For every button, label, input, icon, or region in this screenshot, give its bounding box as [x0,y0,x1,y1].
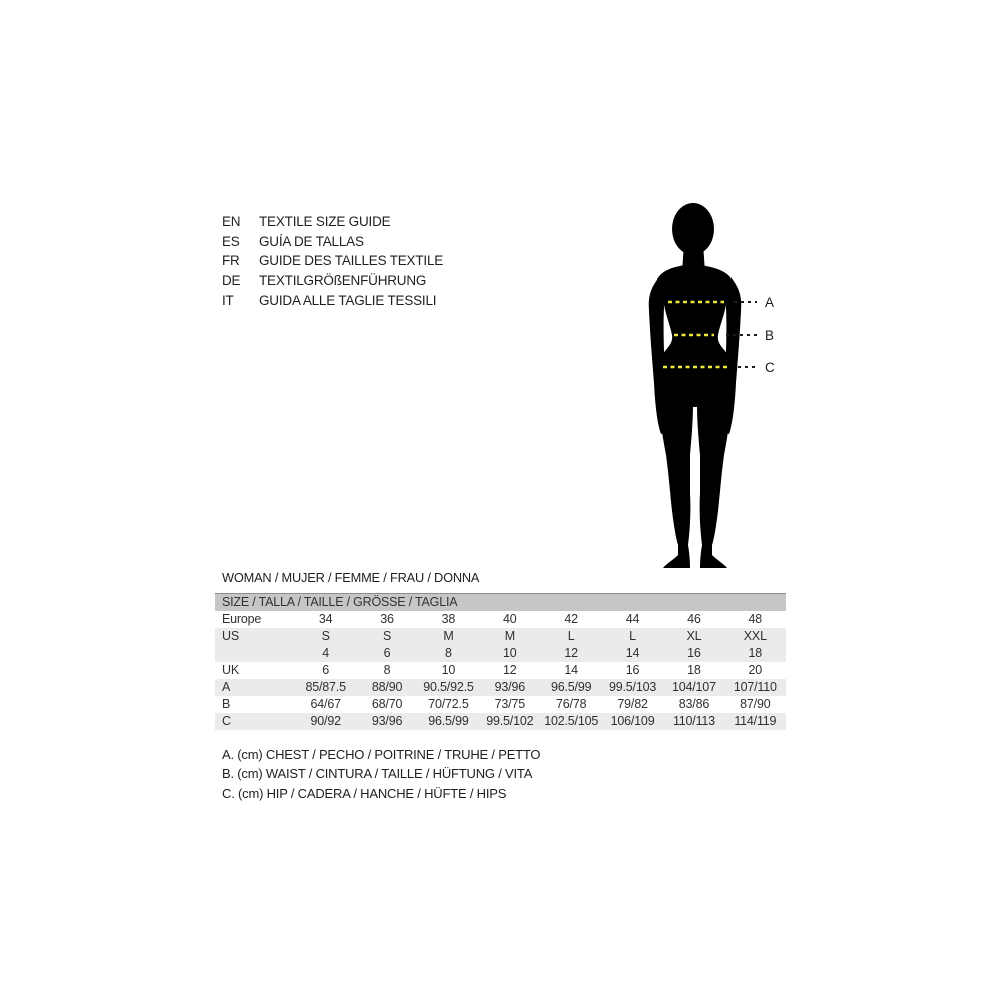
table-row [215,679,786,696]
size-cell: 110/113 [672,714,715,728]
gender-heading: WOMAN / MUJER / FEMME / FRAU / DONNA [222,570,480,585]
table-row [215,611,786,628]
size-cell: 79/82 [617,697,648,711]
language-label: GUIDE DES TAILLES TEXTILE [259,253,444,269]
size-cell: 14 [625,646,640,660]
size-cell: 14 [564,663,578,677]
size-cell: 10 [503,646,517,660]
size-cell: 20 [748,663,763,677]
size-cell: S [382,629,392,643]
size-cell: 107/110 [733,680,777,694]
size-cell: 87/90 [740,697,771,711]
size-cell: 96.5/99 [551,680,592,694]
size-cell: 12 [564,646,578,660]
size-cell: M [443,629,454,643]
size-cell: 48 [748,612,763,626]
size-cell: 8 [445,646,452,660]
legend-line: B. (cm) WAIST / CINTURA / TAILLE / HÜFTUNG / VITA [222,766,533,782]
language-label: TEXTILGRÖßENFÜHRUNG [259,273,427,289]
size-table-header: SIZE / TALLA / TAILLE / GRÖSSE / TAGLIA [215,593,786,611]
table-row [215,628,786,645]
measure-label-c: C [765,360,775,375]
row-label: UK [222,663,239,677]
language-label: GUIDA ALLE TAGLIE TESSILI [259,292,437,308]
size-cell: 96.5/99 [428,714,469,728]
size-cell: 102.5/105 [544,714,599,728]
size-cell: 10 [441,663,456,677]
size-cell: 93/96 [494,680,525,694]
size-table-body [215,611,786,730]
language-code: DE [222,273,241,289]
table-row [215,662,786,679]
row-label: B [222,697,231,711]
legend-line: C. (cm) HIP / CADERA / HANCHE / HÜFTE / HIPS [222,785,507,801]
size-cell: 83/86 [678,697,710,711]
size-cell: 6 [383,646,391,660]
size-cell: 104/107 [672,680,716,694]
size-cell: 106/109 [610,714,655,728]
size-cell: 6 [322,663,330,677]
size-cell: 42 [564,612,578,626]
language-code: EN [222,214,241,229]
language-code: IT [222,292,234,308]
size-cell: 40 [503,612,517,626]
size-cell: 76/78 [556,697,587,711]
language-row [222,271,443,291]
language-label: TEXTILE SIZE GUIDE [259,214,391,229]
size-cell: L [567,629,575,643]
size-cell: 90/92 [310,714,341,728]
size-table [215,593,786,730]
size-cell: XXL [743,629,767,643]
row-label: C [222,714,231,728]
language-list [222,212,443,310]
size-cell: M [504,629,515,643]
row-label: Europe [222,612,262,626]
size-cell: 8 [383,663,391,677]
language-row [222,251,443,271]
woman-silhouette-figure [600,193,840,583]
size-cell: 70/72.5 [428,697,469,711]
size-cell: 88/90 [371,680,403,694]
size-cell: 18 [748,646,763,660]
measure-label-a: A [765,295,774,310]
woman-silhouette-icon [600,193,840,583]
size-cell: 68/70 [371,697,403,711]
size-cell: L [629,629,636,643]
size-cell: 46 [687,612,701,626]
size-cell: 38 [441,612,456,626]
row-label: A [222,680,231,694]
language-row [222,232,443,252]
size-cell: 16 [687,646,701,660]
table-row [215,696,786,713]
size-cell: 16 [625,663,640,677]
row-label: US [222,629,239,643]
size-cell: 64/67 [310,697,341,711]
language-code: FR [222,253,240,269]
language-code: ES [222,233,240,249]
measure-label-b: B [765,328,774,343]
size-cell: 36 [380,612,394,626]
size-cell: 34 [318,612,333,626]
size-cell: 93/96 [371,714,403,728]
size-cell: XL [686,629,702,643]
measurement-legend [222,745,540,803]
table-row [215,645,786,662]
size-cell: 12 [503,663,517,677]
size-cell: 90.5/92.5 [423,680,474,694]
size-cell: 99.5/103 [609,680,657,694]
row-label [215,645,295,662]
size-cell: 99.5/102 [486,714,534,728]
size-cell: 114/119 [734,714,777,728]
size-cell: 18 [687,663,701,677]
size-cell: 73/75 [494,697,525,711]
size-cell: S [321,629,330,643]
language-row [222,291,443,311]
language-row [222,212,443,232]
table-row [215,713,786,730]
legend-line: A. (cm) CHEST / PECHO / POITRINE / TRUHE / PETTO [222,747,541,762]
size-cell: 44 [625,612,640,626]
language-label: GUÍA DE TALLAS [259,233,364,249]
size-cell: 4 [322,646,330,660]
size-cell: 85/87.5 [305,680,346,694]
